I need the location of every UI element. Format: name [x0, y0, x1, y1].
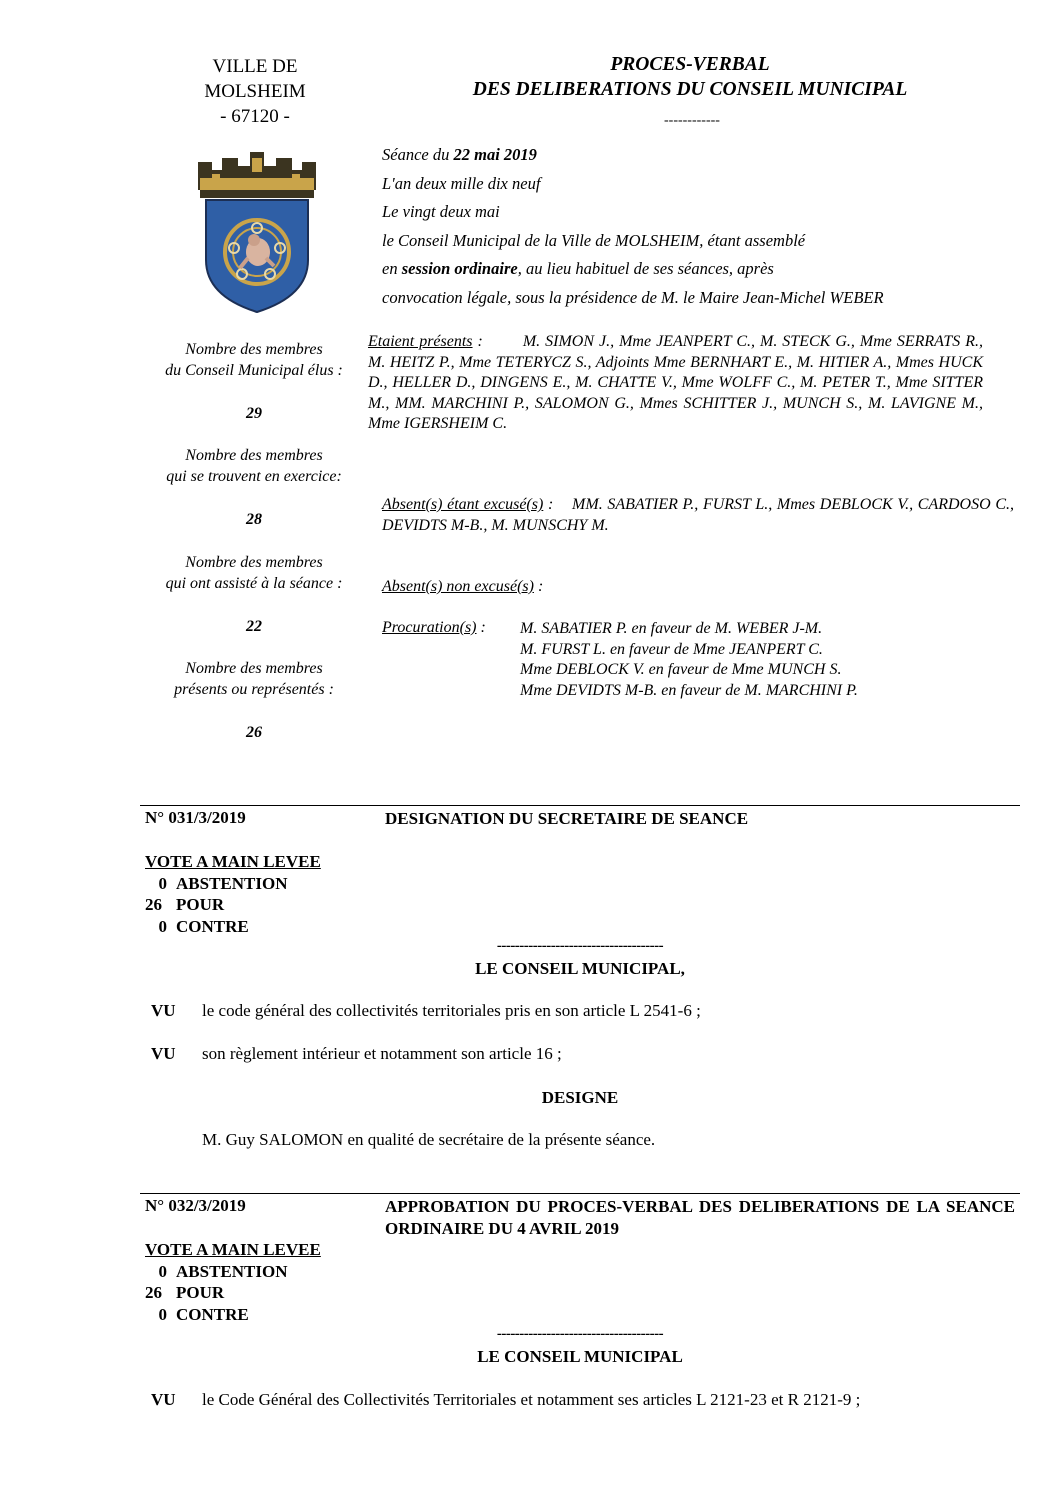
- procuration-item: Mme DEBLOCK V. en faveur de Mme MUNCH S.: [520, 661, 842, 678]
- seance-line: le Conseil Municipal de la Ville de MOLSHEIM, étant assemblé: [382, 230, 806, 250]
- council-separator: -------------------------------------: [496, 938, 664, 954]
- non-excuses-label: Absent(s) non excusé(s): [382, 578, 534, 595]
- deliberation-number: N° 032/3/2019: [145, 1196, 246, 1215]
- stat-block: Nombre des membres qui ont assisté à la séance : 22: [150, 552, 358, 637]
- deliberation-title: DESIGNATION DU SECRETAIRE DE SEANCE: [385, 809, 749, 828]
- decision-text: M. Guy SALOMON en qualité de secrétaire de la présente séance.: [202, 1130, 656, 1149]
- procuration-item: M. SABATIER P. en faveur de M. WEBER J-M.: [520, 620, 823, 637]
- vu-text: le code général des collectivités territoriales pris en son article L 2541-6 ;: [202, 1001, 701, 1020]
- seance-line: convocation légale, sous la présidence de M. le Maire Jean-Michel WEBER: [382, 287, 884, 307]
- presents-list: Etaient présents : M. SIMON J., Mme JEANPERT C., M. STECK G., Mme SERRATS R., M. HEITZ P., Mme TETERYCZ S., Adjoints Mme BERNHART E., M. HITIER A., Mmes HUCK D., HELLER D., DINGENS E., M. CHATTE V., Mme WOLFF C., M. PETER T., Mme SITTER M., MM. MARCHINI P., SALOMON G., Mmes SCHITTER J., MUNCH S., M. LAVIGNE M., Mme IGERSHEIM C.: [368, 333, 984, 432]
- procuration-item: Mme DEVIDTS M-B. en faveur de M. MARCHINI P.: [520, 681, 858, 699]
- excuses-list: Absent(s) étant excusé(s) : MM. SABATIER P., FURST L., Mmes DEBLOCK V., CARDOSO C., DEVIDTS M-B., M. MUNSCHY M.: [382, 496, 1014, 534]
- title-line: DES DELIBERATIONS DU CONSEIL MUNICIPAL: [472, 79, 908, 100]
- vote-row: 0 CONTRE: [158, 916, 249, 936]
- presents-label: Etaient présents: [368, 333, 473, 350]
- seance-session-line: en session ordinaire, au lieu habituel de ses séances, après: [382, 259, 774, 278]
- council-separator: -------------------------------------: [496, 1326, 664, 1342]
- seance-line: L'an deux mille dix neuf: [382, 173, 541, 193]
- town-line: MOLSHEIM: [204, 81, 306, 102]
- vote-row: 26 POUR: [145, 895, 225, 914]
- procurations-label-wrap: Procuration(s) :: [382, 619, 486, 636]
- vote-title: VOTE A MAIN LEVEE: [145, 1240, 321, 1259]
- vote-block: [145, 1239, 321, 1325]
- title-line: PROCES-VERBAL: [610, 54, 770, 75]
- town-header: [150, 54, 360, 129]
- section-divider: [140, 805, 1020, 806]
- vu-text: le Code Général des Collectivités Territoriales et notamment ses articles L 2121-23 et R 2121-9 ;: [202, 1390, 861, 1409]
- stat-value: 28: [246, 511, 262, 528]
- vu-label: VU: [151, 1044, 176, 1063]
- excuses-label: Absent(s) étant excusé(s): [382, 496, 544, 513]
- vu-text: son règlement intérieur et notamment son article 16 ;: [202, 1044, 562, 1063]
- procurations-label: Procuration(s): [382, 619, 477, 636]
- document-title: [400, 52, 980, 102]
- stat-block: Nombre des membres du Conseil Municipal élus : 29: [150, 339, 358, 424]
- vu-label: VU: [151, 1001, 176, 1020]
- coat-of-arms-icon: [192, 148, 322, 316]
- council-heading: LE CONSEIL MUNICIPAL: [477, 1347, 683, 1366]
- vote-block: [145, 851, 321, 937]
- procurations-list: [520, 619, 858, 701]
- title-separator: ------------: [664, 113, 720, 128]
- vote-row: 26 POUR: [145, 1283, 225, 1302]
- town-line: - 67120 -: [220, 106, 290, 127]
- stat-block: Nombre des membres présents ou représentés : 26: [150, 658, 358, 743]
- council-heading: LE CONSEIL MUNICIPAL,: [475, 959, 685, 978]
- section-divider: [140, 1193, 1020, 1194]
- non-excuses: Absent(s) non excusé(s) :: [382, 578, 544, 595]
- deliberation-title: APPROBATION DU PROCES-VERBAL DES DELIBERATIONS DE LA SEANCE ORDINAIRE DU 4 AVRIL 2019: [385, 1197, 1015, 1238]
- vu-label: VU: [151, 1390, 176, 1409]
- seance-date-line: Séance du 22 mai 2019: [382, 145, 537, 164]
- decision-heading: DESIGNE: [541, 1088, 619, 1107]
- stat-value: 26: [246, 724, 262, 741]
- seance-info: [382, 141, 1002, 312]
- vote-row: 0 ABSTENTION: [158, 1261, 288, 1281]
- town-line: VILLE DE: [212, 56, 298, 77]
- stat-block: Nombre des membres qui se trouvent en exercice: 28: [150, 445, 358, 530]
- vote-row: 0 ABSTENTION: [158, 873, 288, 893]
- vote-row: 0 CONTRE: [158, 1304, 249, 1324]
- procuration-item: M. FURST L. en faveur de Mme JEANPERT C.: [520, 640, 823, 658]
- seance-date: 22 mai 2019: [453, 145, 537, 164]
- deliberation-number: N° 031/3/2019: [145, 808, 246, 827]
- seance-line: Le vingt deux mai: [382, 202, 500, 221]
- stat-value: 22: [246, 618, 262, 635]
- stat-value: 29: [246, 405, 262, 422]
- vote-title: VOTE A MAIN LEVEE: [145, 852, 321, 871]
